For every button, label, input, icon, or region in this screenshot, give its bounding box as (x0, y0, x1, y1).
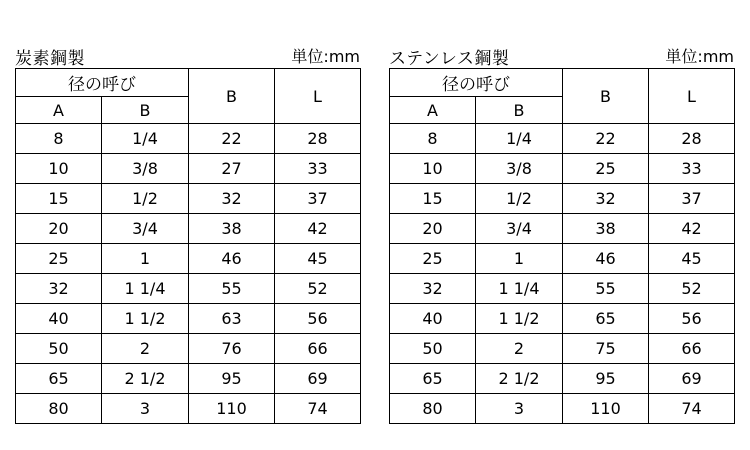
dimension-l-cell: 74 (275, 394, 361, 424)
dimension-l-header: L (275, 69, 361, 124)
dimension-l-cell: 33 (275, 154, 361, 184)
dimension-b-cell: 46 (189, 244, 275, 274)
dimension-b-cell: 32 (189, 184, 275, 214)
dimension-l-cell: 69 (275, 364, 361, 394)
size-a-header: A (390, 97, 476, 124)
dimension-b-cell: 55 (563, 274, 649, 304)
table-row (16, 304, 361, 334)
dimension-l-cell: 42 (649, 214, 735, 244)
carbon-steel-panel (15, 40, 360, 424)
size-a-cell: 65 (390, 364, 476, 394)
dimension-b-cell: 95 (563, 364, 649, 394)
table-row (390, 394, 735, 424)
table-row (16, 334, 361, 364)
table-body (16, 124, 361, 424)
table-row (16, 364, 361, 394)
size-a-cell: 15 (16, 184, 102, 214)
size-b-cell: 3/4 (102, 214, 189, 244)
dimension-b-cell: 25 (563, 154, 649, 184)
table-row (390, 124, 735, 154)
stainless-steel-panel (389, 40, 734, 424)
size-a-cell: 25 (390, 244, 476, 274)
size-b-cell: 1/4 (476, 124, 563, 154)
panel-title: ステンレス鋼製 (389, 49, 510, 69)
size-a-cell: 10 (16, 154, 102, 184)
dimension-l-cell: 52 (649, 274, 735, 304)
size-b-cell: 2 1/2 (476, 364, 563, 394)
dimension-l-cell: 45 (275, 244, 361, 274)
size-b-cell: 1 (102, 244, 189, 274)
dimension-b-cell: 27 (189, 154, 275, 184)
dimension-l-cell: 28 (649, 124, 735, 154)
table-row (16, 124, 361, 154)
size-a-cell: 20 (16, 214, 102, 244)
size-b-cell: 1 1/2 (102, 304, 189, 334)
dimension-b-header: B (189, 69, 275, 124)
dimension-b-cell: 38 (563, 214, 649, 244)
dimension-l-cell: 74 (649, 394, 735, 424)
table-row (390, 244, 735, 274)
size-a-cell: 32 (390, 274, 476, 304)
panel-header (15, 40, 360, 68)
size-a-cell: 50 (390, 334, 476, 364)
size-a-cell: 65 (16, 364, 102, 394)
dimension-b-cell: 65 (563, 304, 649, 334)
table-body (390, 124, 735, 424)
size-b-cell: 1/2 (102, 184, 189, 214)
nominal-size-header: 径の呼び (16, 69, 189, 97)
size-b-cell: 1 (476, 244, 563, 274)
table-row (390, 184, 735, 214)
dimension-b-cell: 110 (189, 394, 275, 424)
dimension-l-cell: 56 (649, 304, 735, 334)
table-row (390, 334, 735, 364)
table-row (16, 214, 361, 244)
size-a-cell: 15 (390, 184, 476, 214)
size-a-cell: 40 (390, 304, 476, 334)
dimension-l-cell: 37 (275, 184, 361, 214)
size-b-cell: 2 (102, 334, 189, 364)
carbon-steel-dimension-table (15, 68, 361, 424)
dimension-b-cell: 22 (563, 124, 649, 154)
size-a-cell: 40 (16, 304, 102, 334)
header-row-group (16, 69, 361, 97)
table-row (16, 184, 361, 214)
size-b-header: B (476, 97, 563, 124)
table-row (390, 304, 735, 334)
dimension-l-header: L (649, 69, 735, 124)
table-row (16, 154, 361, 184)
size-b-cell: 2 (476, 334, 563, 364)
dimension-l-cell: 56 (275, 304, 361, 334)
unit-label: 単位:mm (291, 47, 360, 66)
size-a-cell: 20 (390, 214, 476, 244)
table-row (16, 394, 361, 424)
size-b-cell: 3 (102, 394, 189, 424)
size-a-cell: 10 (390, 154, 476, 184)
dimension-l-cell: 45 (649, 244, 735, 274)
dimension-b-cell: 76 (189, 334, 275, 364)
dimension-b-cell: 110 (563, 394, 649, 424)
size-b-cell: 3/8 (476, 154, 563, 184)
size-b-cell: 3/8 (102, 154, 189, 184)
size-b-cell: 1/2 (476, 184, 563, 214)
unit-label: 単位:mm (665, 47, 734, 66)
table-row (390, 154, 735, 184)
nominal-size-header: 径の呼び (390, 69, 563, 97)
dimension-l-cell: 37 (649, 184, 735, 214)
dimension-b-cell: 63 (189, 304, 275, 334)
dimension-b-cell: 38 (189, 214, 275, 244)
size-b-cell: 1 1/2 (476, 304, 563, 334)
size-a-cell: 8 (16, 124, 102, 154)
size-a-cell: 32 (16, 274, 102, 304)
size-b-cell: 3 (476, 394, 563, 424)
dimension-b-header: B (563, 69, 649, 124)
size-a-cell: 50 (16, 334, 102, 364)
panel-title: 炭素鋼製 (15, 49, 85, 69)
dimension-l-cell: 28 (275, 124, 361, 154)
dimension-b-cell: 95 (189, 364, 275, 394)
size-b-cell: 2 1/2 (102, 364, 189, 394)
stainless-steel-dimension-table (389, 68, 735, 424)
dimension-b-cell: 22 (189, 124, 275, 154)
table-row (16, 244, 361, 274)
dimension-b-cell: 46 (563, 244, 649, 274)
dimension-b-cell: 32 (563, 184, 649, 214)
dimension-b-cell: 75 (563, 334, 649, 364)
size-a-cell: 80 (390, 394, 476, 424)
header-row-group (390, 69, 735, 97)
size-a-cell: 80 (16, 394, 102, 424)
dimension-l-cell: 66 (275, 334, 361, 364)
table-row (16, 274, 361, 304)
dimension-b-cell: 55 (189, 274, 275, 304)
size-b-cell: 3/4 (476, 214, 563, 244)
size-a-cell: 25 (16, 244, 102, 274)
size-a-cell: 8 (390, 124, 476, 154)
dimension-l-cell: 33 (649, 154, 735, 184)
table-row (390, 214, 735, 244)
dimension-l-cell: 42 (275, 214, 361, 244)
dimension-l-cell: 52 (275, 274, 361, 304)
table-row (390, 364, 735, 394)
size-b-header: B (102, 97, 189, 124)
dimension-l-cell: 66 (649, 334, 735, 364)
size-a-header: A (16, 97, 102, 124)
size-b-cell: 1 1/4 (476, 274, 563, 304)
size-b-cell: 1/4 (102, 124, 189, 154)
panel-header (389, 40, 734, 68)
dimension-l-cell: 69 (649, 364, 735, 394)
size-b-cell: 1 1/4 (102, 274, 189, 304)
table-row (390, 274, 735, 304)
